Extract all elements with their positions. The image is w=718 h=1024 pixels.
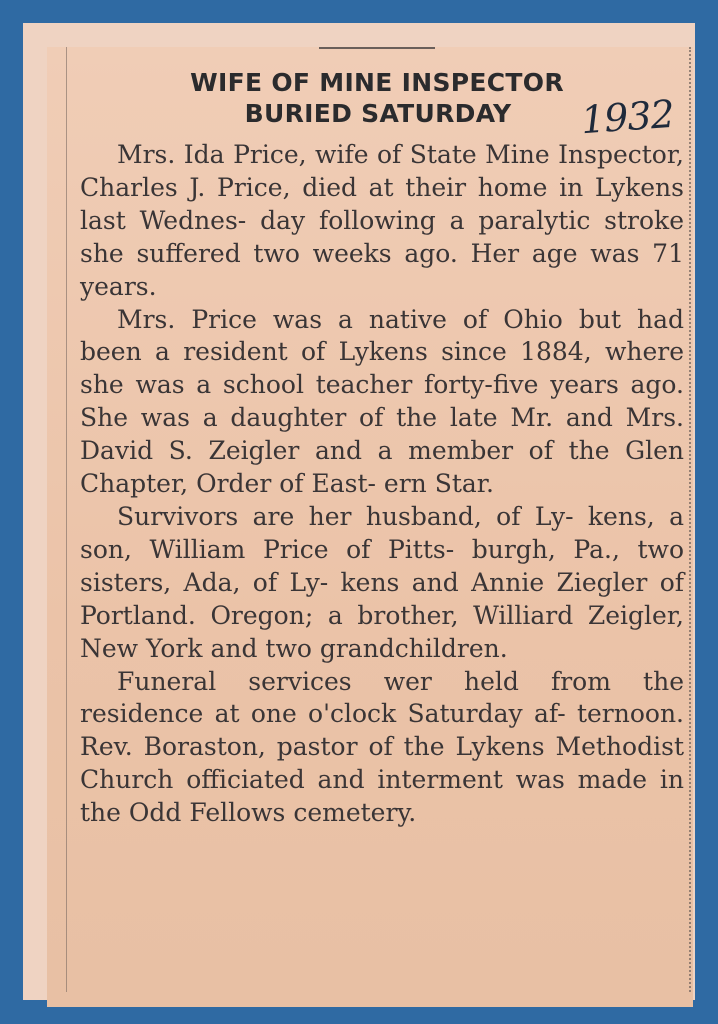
handwritten-year: 1932 bbox=[579, 91, 676, 143]
column-rule-right bbox=[689, 47, 693, 992]
paragraph-2: Mrs. Price was a native of Ohio but had been a resident of Lykens since 1884, where she was a school teacher forty-five years ago. She was a daughter of the late Mr. and Mrs. David S. Zeigler and a member of the Glen Chapter, Order of East- ern Star. bbox=[80, 304, 684, 499]
top-rule bbox=[319, 47, 435, 49]
headline-line-1: WIFE OF MINE INSPECTOR bbox=[190, 68, 564, 97]
paragraph-3: Survivors are her husband, of Ly- kens, a son, William Price of Pitts- burgh, Pa., two sisters, Ada, of Ly- kens and Annie Ziegler of Portland. Oregon; a brother, Williard Zeigler, New York and two grandchildren. bbox=[80, 501, 684, 663]
article-body bbox=[80, 139, 684, 830]
newspaper-clipping bbox=[47, 47, 693, 1007]
mat-border bbox=[23, 23, 695, 1000]
paragraph-1: Mrs. Ida Price, wife of State Mine Inspector, Charles J. Price, died at their home in Lykens last Wednes- day following a paralytic stroke she suffered two weeks ago. Her age was 71 years. bbox=[80, 140, 684, 301]
headline-line-2: BURIED SATURDAY bbox=[244, 99, 512, 128]
paragraph-4: Funeral services wer held from the residence at one o'clock Saturday af- ternoon. Rev. Boraston, pastor of the Lykens Methodist Church officiated and interment was made in the Odd Fellows cemetery. bbox=[80, 666, 684, 828]
column-rule-left bbox=[66, 47, 67, 992]
